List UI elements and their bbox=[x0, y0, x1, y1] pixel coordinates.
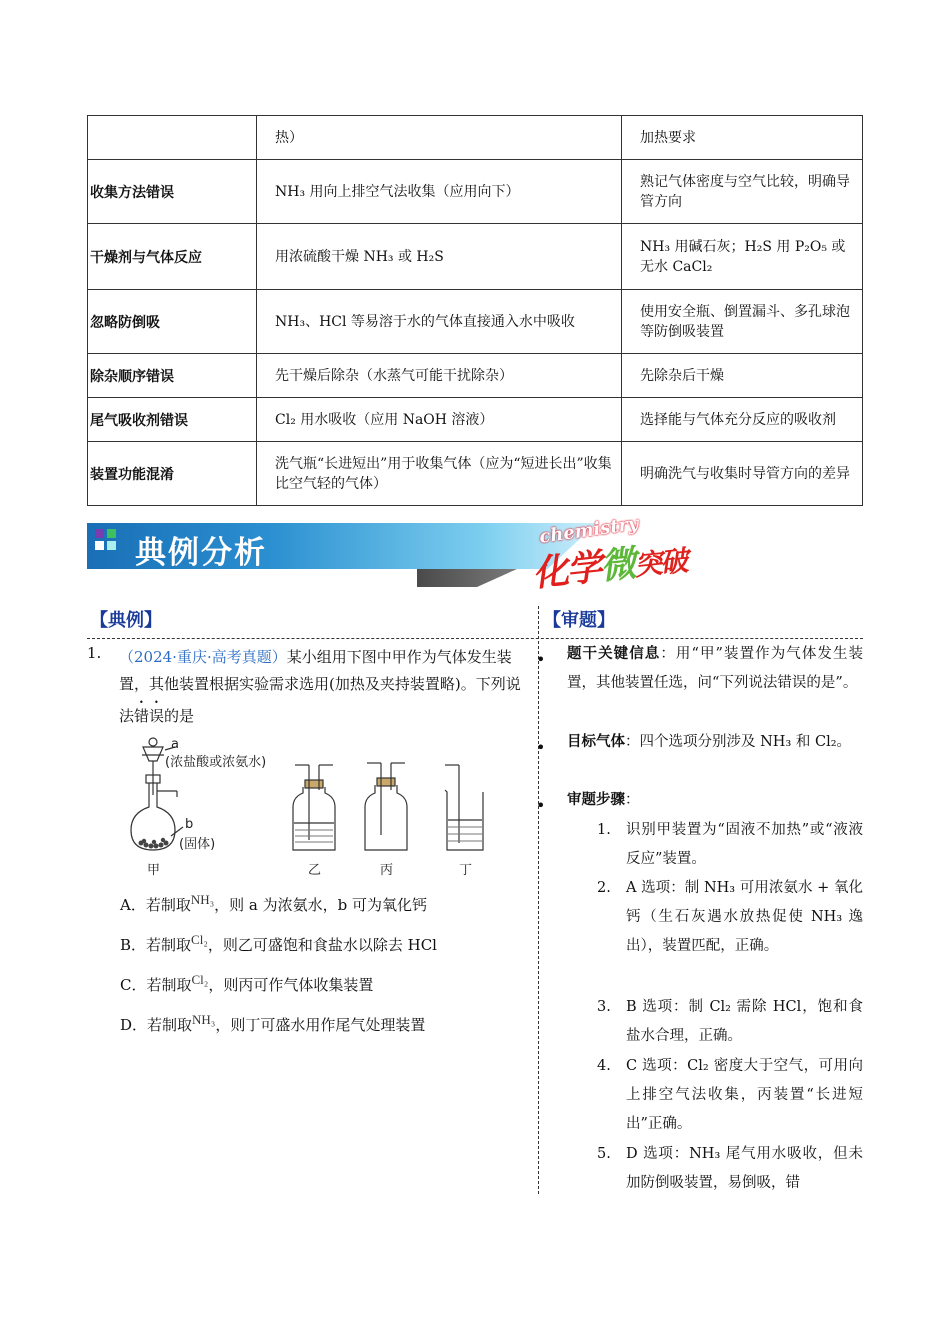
step-number: 1. bbox=[597, 822, 611, 838]
question-text: （2024·重庆·高考真题）某小组用下图中甲作为气体发生装置，其他装置根据实验需求选用(加热及夹持装置略)。下列说法错误的是 bbox=[119, 648, 521, 725]
apparatus-name-yi: 乙 bbox=[308, 863, 322, 878]
banner-square-icon bbox=[95, 541, 104, 550]
example-header: 【典例】 bbox=[90, 610, 162, 631]
banner-shadow bbox=[417, 569, 517, 587]
error-type-cell: 收集方法错误 bbox=[88, 160, 257, 224]
step-number: 4. bbox=[597, 1058, 611, 1074]
section-banner bbox=[87, 513, 863, 595]
question-number: 1. bbox=[87, 644, 102, 662]
bullet-key-info: 题干关键信息：用“甲”装置作为气体发生装置，其他装置任选，问“下列说法错误的是”。 bbox=[567, 646, 864, 691]
error-type-cell: 除杂顺序错误 bbox=[88, 354, 257, 398]
option-d[interactable]: D．若制取NH₃，则丁可盛水用作尾气处理装置 bbox=[120, 1012, 426, 1034]
error-example-cell: 用浓硫酸干燥 NH₃ 或 H₂S bbox=[257, 224, 622, 290]
label-a: a bbox=[171, 737, 179, 752]
step-text: C 选项：Cl₂ 密度大于空气，可用向上排空气法收集，丙装置“长进短出”正确。 bbox=[626, 1058, 863, 1132]
table-row bbox=[88, 398, 863, 442]
error-example-cell: 先干燥后除杂（水蒸气可能干扰除杂） bbox=[257, 354, 622, 398]
apparatus-name-bing: 丙 bbox=[380, 863, 394, 878]
banner-title: 典例分析 bbox=[135, 535, 267, 571]
table-row bbox=[88, 224, 863, 290]
error-type-cell: 装置功能混淆 bbox=[88, 442, 257, 506]
error-type-cell: 干燥剂与气体反应 bbox=[88, 224, 257, 290]
table-row bbox=[88, 160, 863, 224]
error-type-cell: 尾气吸收剂错误 bbox=[88, 398, 257, 442]
label-a-desc: (浓盐酸或浓氨水) bbox=[165, 755, 267, 770]
error-example-cell: NH₃ 用向上排空气法收集（应用向下） bbox=[257, 160, 622, 224]
error-example-cell: NH₃、HCl 等易溶于水的气体直接通入水中吸收 bbox=[257, 290, 622, 354]
logo-text-en: chemistry bbox=[538, 513, 640, 548]
label-b: b bbox=[185, 817, 194, 832]
banner-square-icon bbox=[107, 529, 116, 538]
bullet-steps: 审题步骤： bbox=[567, 792, 640, 808]
analysis-header: 【审题】 bbox=[543, 610, 615, 631]
apparatus-name-jia: 甲 bbox=[147, 863, 161, 878]
step-text: A 选项：制 NH₃ 可用浓氨水 + 氧化钙（生石灰遇水放热促使 NH₃ 逸出），装置匹配，正确。 bbox=[626, 880, 863, 954]
step-number: 2. bbox=[597, 880, 611, 896]
table-row bbox=[88, 290, 863, 354]
error-example-cell: 洗气瓶“长进短出”用于收集气体（应为“短进长出”收集比空气轻的气体） bbox=[257, 442, 622, 506]
fix-cell: 明确洗气与收集时导管方向的差异 bbox=[622, 442, 863, 506]
bullet-target-gas: 目标气体：四个选项分别涉及 NH₃ 和 Cl₂。 bbox=[567, 734, 852, 750]
step-text: B 选项：制 Cl₂ 需除 HCl，饱和食盐水合理，正确。 bbox=[626, 999, 863, 1044]
bullet-icon bbox=[540, 744, 548, 752]
emphasis-wrong: 错误 bbox=[134, 707, 165, 725]
step-text: D 选项：NH₃ 尾气用水吸收，但未加防倒吸装置，易倒吸，错 bbox=[626, 1146, 863, 1191]
step-number: 5. bbox=[597, 1146, 611, 1162]
apparatus-name-ding: 丁 bbox=[459, 863, 473, 878]
fix-cell: NH₃ 用碱石灰；H₂S 用 P₂O₅ 或无水 CaCl₂ bbox=[622, 224, 863, 290]
logo-text-cn: 化学微突破 bbox=[530, 543, 688, 595]
fix-cell: 先除杂后干燥 bbox=[622, 354, 863, 398]
option-a[interactable]: A．若制取NH₃，则 a 为浓氨水，b 可为氧化钙 bbox=[120, 892, 428, 914]
bullet-icon bbox=[540, 802, 548, 810]
horizontal-divider bbox=[87, 638, 863, 639]
fix-cell: 熟记气体密度与空气比较，明确导管方向 bbox=[622, 160, 863, 224]
error-example-cell: 热） bbox=[257, 116, 622, 160]
bullet-icon bbox=[540, 656, 548, 664]
step-number: 3. bbox=[597, 999, 611, 1015]
error-table bbox=[87, 115, 863, 506]
option-b[interactable]: B．若制取Cl₂，则乙可盛饱和食盐水以除去 HCl bbox=[120, 932, 437, 954]
error-type-cell bbox=[88, 116, 257, 160]
option-c[interactable]: C．若制取Cl₂，则丙可作气体收集装置 bbox=[120, 972, 374, 994]
banner-square-icon bbox=[95, 529, 104, 538]
table-row bbox=[88, 442, 863, 506]
question-source[interactable]: （2024·重庆·高考真题） bbox=[119, 648, 287, 666]
table-row bbox=[88, 116, 863, 160]
fix-cell: 选择能与气体充分反应的吸收剂 bbox=[622, 398, 863, 442]
fix-cell: 加热要求 bbox=[622, 116, 863, 160]
fix-cell: 使用安全瓶、倒置漏斗、多孔球泡等防倒吸装置 bbox=[622, 290, 863, 354]
error-type-cell: 忽略防倒吸 bbox=[88, 290, 257, 354]
step-text: 识别甲装置为“固液不加热”或“液液反应”装置。 bbox=[626, 822, 863, 867]
table-row bbox=[88, 354, 863, 398]
banner-square-icon bbox=[107, 541, 116, 550]
error-example-cell: Cl₂ 用水吸收（应用 NaOH 溶液） bbox=[257, 398, 622, 442]
apparatus-figure bbox=[87, 735, 532, 885]
vertical-divider bbox=[538, 606, 539, 1194]
label-b-desc: (固体) bbox=[179, 837, 216, 852]
